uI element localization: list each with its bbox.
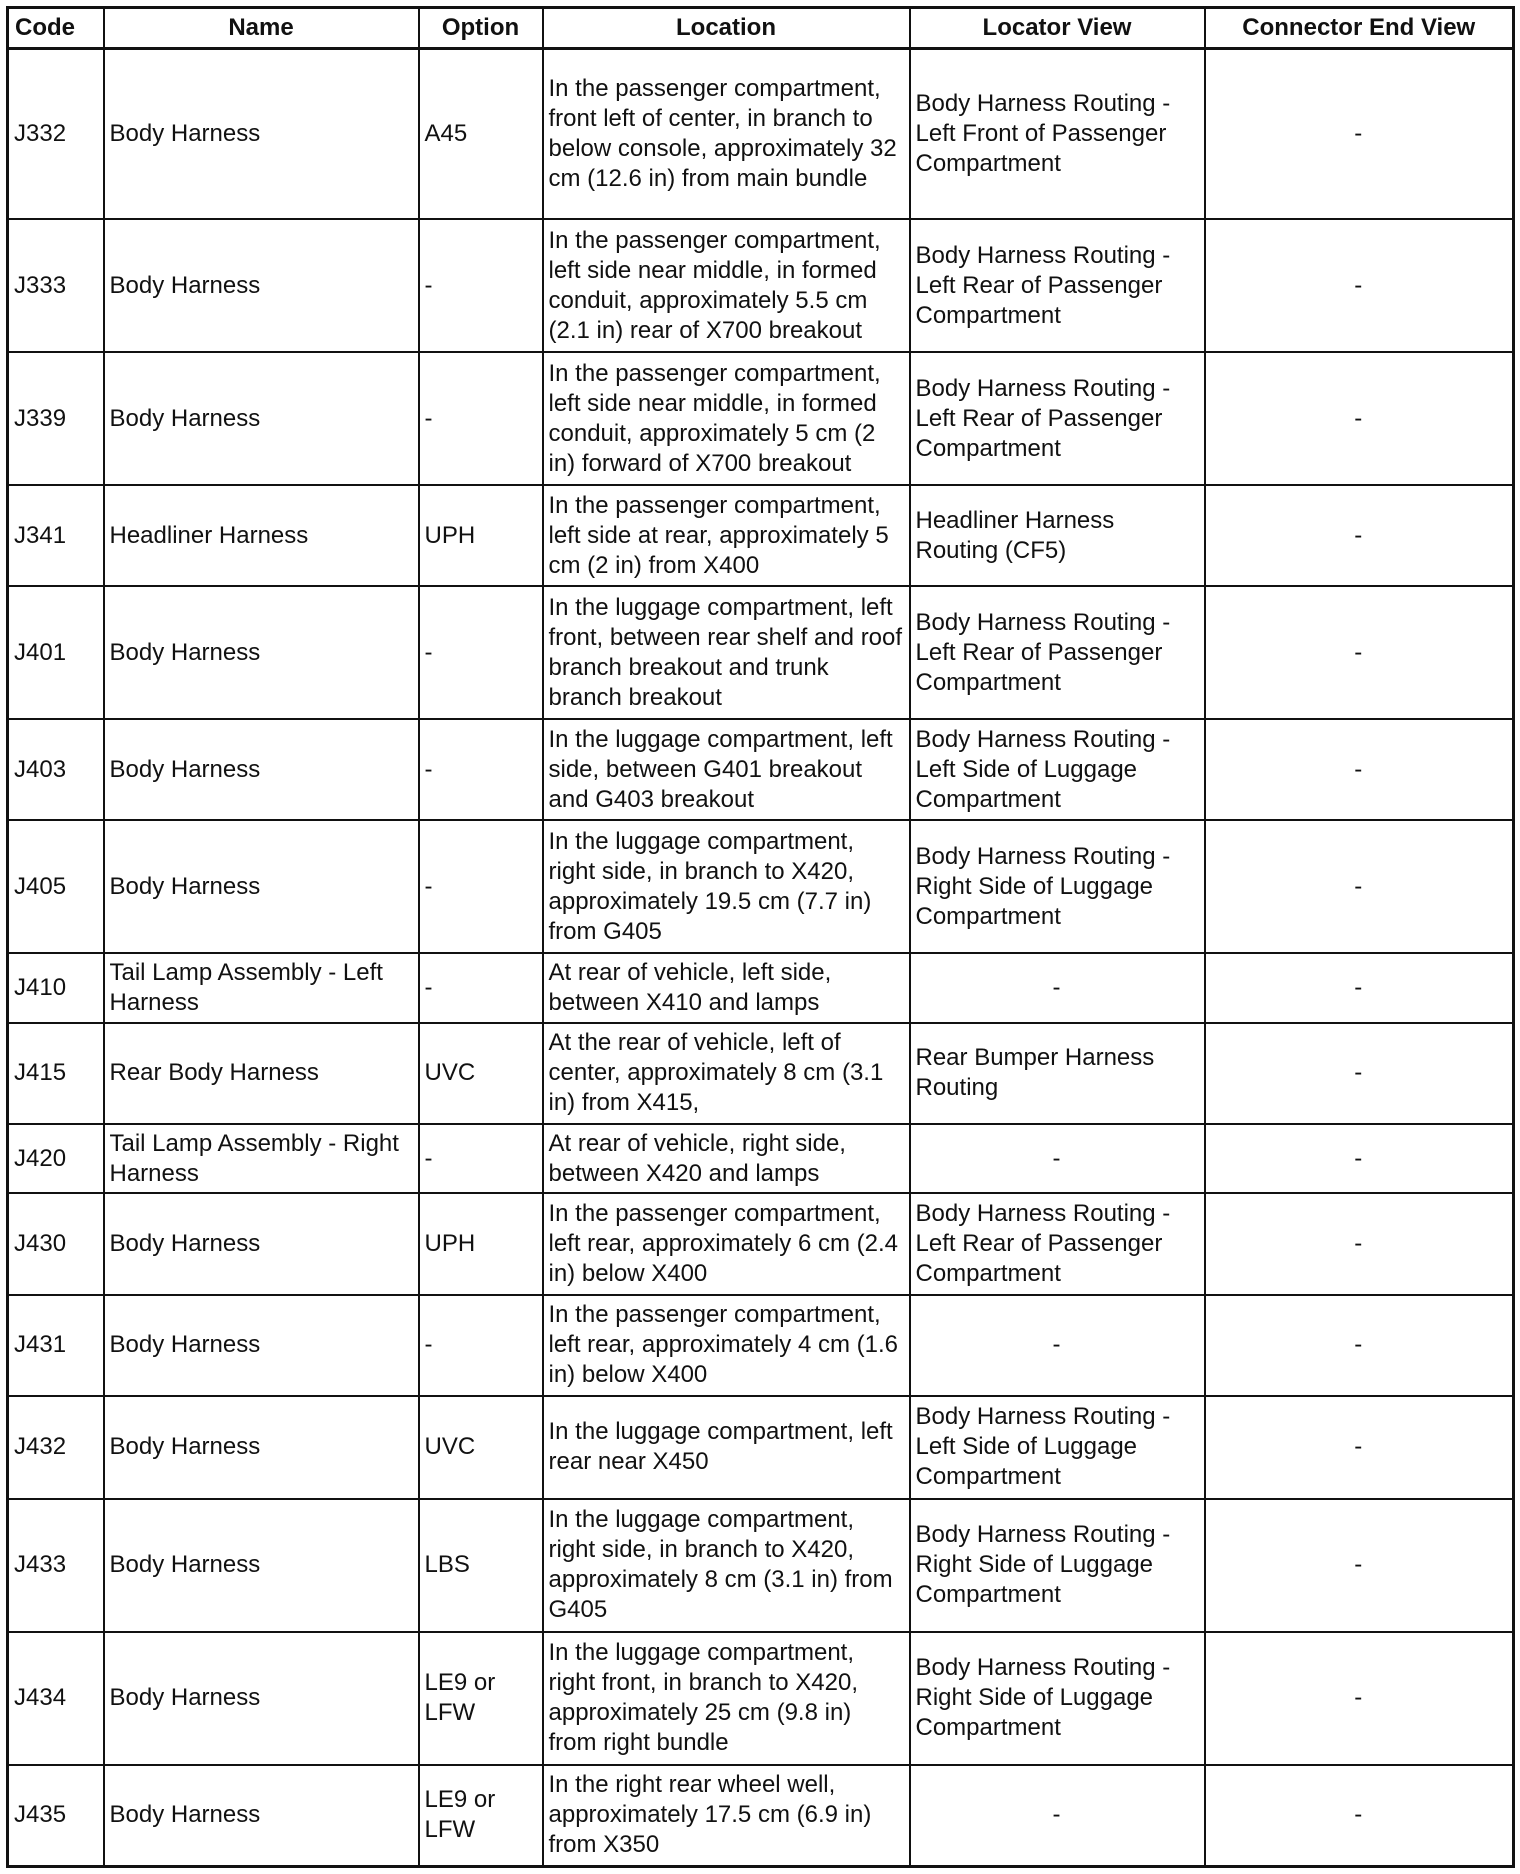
cell-code-text: J420: [14, 1144, 67, 1172]
cell-connector-end-view-text: -: [1354, 1331, 1363, 1359]
cell-code: [8, 219, 104, 352]
cell-code-text: J432: [14, 1433, 67, 1461]
cell-location: [543, 1124, 910, 1194]
cell-location-text: In the luggage compartment, left rear near X450: [548, 1418, 893, 1476]
cell-name-text: Body Harness: [109, 120, 261, 148]
cell-code-text: J333: [14, 271, 67, 299]
cell-option: [419, 953, 543, 1023]
cell-connector-end-view-text: -: [1354, 1433, 1363, 1461]
cell-code: [8, 1765, 104, 1867]
cell-option: [419, 352, 543, 485]
cell-locator-view-text: Body Harness Routing - Left Side of Luggage Compartment: [915, 725, 1171, 813]
cell-connector-end-view: [1205, 352, 1514, 485]
table-row: [8, 219, 1514, 352]
cell-connector-end-view-text: -: [1354, 755, 1363, 783]
cell-code: [8, 1499, 104, 1632]
cell-connector-end-view-text: -: [1354, 521, 1363, 549]
cell-locator-view-text: Body Harness Routing - Right Side of Luggage Compartment: [915, 1654, 1171, 1742]
cell-option-text: UPH: [424, 521, 476, 549]
cell-option-text: -: [424, 1331, 433, 1359]
cell-option-text: -: [424, 1144, 433, 1172]
cell-locator-view-text: Rear Bumper Harness Routing: [915, 1044, 1155, 1102]
cell-connector-end-view-text: -: [1354, 638, 1363, 666]
cell-locator-view: [910, 352, 1205, 485]
cell-connector-end-view: [1205, 1632, 1514, 1765]
cell-name: [104, 586, 419, 719]
table-row: [8, 1632, 1514, 1765]
cell-option: [419, 1023, 543, 1124]
cell-code: [8, 1023, 104, 1124]
cell-code-text: J415: [14, 1059, 67, 1087]
cell-name-text: Body Harness: [109, 755, 261, 783]
cell-connector-end-view: [1205, 1193, 1514, 1294]
cell-option: [419, 1295, 543, 1396]
cell-location-text: In the passenger compartment, front left of center, in branch to below console, approximately 32 cm (12.6 in) from main bundle: [548, 75, 897, 193]
cell-locator-view-text: Body Harness Routing - Left Rear of Passenger Compartment: [915, 241, 1171, 329]
cell-connector-end-view: [1205, 485, 1514, 586]
cell-code-text: J431: [14, 1331, 67, 1359]
cell-connector-end-view-text: -: [1354, 1144, 1363, 1172]
cell-location: [543, 1295, 910, 1396]
cell-name: [104, 1124, 419, 1194]
cell-option-text: -: [424, 973, 433, 1001]
cell-location: [543, 719, 910, 820]
cell-code-text: J434: [14, 1684, 67, 1712]
cell-code-text: J332: [14, 120, 67, 148]
cell-code: [8, 352, 104, 485]
cell-name-text: Tail Lamp Assembly - Right Harness: [109, 1129, 399, 1187]
table-row: [8, 1499, 1514, 1632]
cell-locator-view: [910, 719, 1205, 820]
cell-code-text: J401: [14, 638, 67, 666]
cell-name-text: Body Harness: [109, 638, 261, 666]
cell-connector-end-view: [1205, 49, 1514, 220]
table-row: [8, 586, 1514, 719]
cell-location: [543, 485, 910, 586]
cell-option: [419, 219, 543, 352]
cell-location: [543, 49, 910, 220]
cell-name: [104, 1396, 419, 1499]
cell-locator-view: [910, 1396, 1205, 1499]
table-row: [8, 1765, 1514, 1867]
cell-name-text: Body Harness: [109, 1433, 261, 1461]
cell-code-text: J403: [14, 755, 67, 783]
cell-location-text: In the passenger compartment, left side at rear, approximately 5 cm (2 in) from X400: [548, 491, 889, 579]
cell-name-text: Rear Body Harness: [109, 1059, 319, 1087]
cell-locator-view: [910, 49, 1205, 220]
cell-locator-view: [910, 219, 1205, 352]
cell-location-text: In the luggage compartment, right side, in branch to X420, approximately 19.5 cm (7.7 in) from G405: [548, 827, 872, 945]
cell-option-text: UVC: [424, 1059, 476, 1087]
cell-option-text: UVC: [424, 1433, 476, 1461]
cell-locator-view-text: -: [1052, 1331, 1061, 1359]
cell-name-text: Body Harness: [109, 1684, 261, 1712]
cell-option: [419, 586, 543, 719]
cell-code: [8, 1396, 104, 1499]
cell-location: [543, 586, 910, 719]
cell-connector-end-view-text: -: [1354, 404, 1363, 432]
cell-name-text: Body Harness: [109, 1551, 261, 1579]
cell-option-text: LBS: [424, 1551, 470, 1579]
table-row: [8, 352, 1514, 485]
cell-name-text: Body Harness: [109, 1229, 261, 1257]
cell-connector-end-view: [1205, 1765, 1514, 1867]
cell-connector-end-view: [1205, 1124, 1514, 1194]
cell-location: [543, 219, 910, 352]
cell-connector-end-view: [1205, 586, 1514, 719]
cell-locator-view-text: Body Harness Routing - Right Side of Luggage Compartment: [915, 1521, 1171, 1609]
cell-location-text: In the right rear wheel well, approximately 17.5 cm (6.9 in) from X350: [548, 1771, 872, 1859]
cell-option: [419, 1499, 543, 1632]
table-row: [8, 485, 1514, 586]
cell-location: [543, 1632, 910, 1765]
cell-location-text: In the passenger compartment, left side near middle, in formed conduit, approximately 5 cm (2 in) forward of X700 breakout: [548, 359, 881, 477]
cell-option: [419, 485, 543, 586]
cell-name: [104, 485, 419, 586]
header-row: [8, 8, 1514, 49]
cell-option-text: A45: [424, 120, 468, 148]
cell-location: [543, 352, 910, 485]
cell-connector-end-view-text: -: [1354, 1684, 1363, 1712]
cell-name-text: Headliner Harness: [109, 521, 309, 549]
cell-connector-end-view: [1205, 953, 1514, 1023]
cell-locator-view: [910, 485, 1205, 586]
cell-code: [8, 49, 104, 220]
cell-location-text: In the passenger compartment, left rear, approximately 6 cm (2.4 in) below X400: [548, 1199, 898, 1287]
cell-option: [419, 1632, 543, 1765]
cell-option: [419, 49, 543, 220]
cell-option: [419, 1396, 543, 1499]
cell-connector-end-view-text: -: [1354, 1229, 1363, 1257]
table-row: [8, 1124, 1514, 1194]
cell-connector-end-view-text: -: [1354, 973, 1363, 1001]
cell-location-text: In the luggage compartment, left side, between G401 breakout and G403 breakout: [548, 725, 893, 813]
header-connector-end-view: Connector End View: [1205, 8, 1514, 49]
table-row: [8, 1193, 1514, 1294]
table-row: [8, 1295, 1514, 1396]
cell-locator-view-text: -: [1052, 1144, 1061, 1172]
cell-name-text: Body Harness: [109, 404, 261, 432]
cell-name: [104, 1193, 419, 1294]
cell-name: [104, 953, 419, 1023]
cell-code: [8, 1193, 104, 1294]
cell-connector-end-view: [1205, 820, 1514, 953]
cell-locator-view: [910, 1124, 1205, 1194]
cell-locator-view-text: Body Harness Routing - Left Front of Passenger Compartment: [915, 90, 1171, 178]
cell-locator-view: [910, 953, 1205, 1023]
cell-locator-view: [910, 1193, 1205, 1294]
cell-option: [419, 719, 543, 820]
cell-code-text: J435: [14, 1801, 67, 1829]
cell-connector-end-view-text: -: [1354, 872, 1363, 900]
cell-location: [543, 1023, 910, 1124]
cell-locator-view-text: Headliner Harness Routing (CF5): [915, 506, 1115, 564]
cell-name: [104, 49, 419, 220]
cell-code: [8, 1124, 104, 1194]
cell-connector-end-view: [1205, 1499, 1514, 1632]
cell-name-text: Body Harness: [109, 1331, 261, 1359]
cell-locator-view: [910, 1023, 1205, 1124]
cell-code-text: J405: [14, 872, 67, 900]
cell-location-text: At rear of vehicle, right side, between X420 and lamps: [548, 1129, 846, 1187]
header-location: Location: [543, 8, 910, 49]
cell-locator-view: [910, 1499, 1205, 1632]
cell-code-text: J433: [14, 1551, 67, 1579]
cell-locator-view: [910, 820, 1205, 953]
cell-location: [543, 1499, 910, 1632]
cell-code-text: J430: [14, 1229, 67, 1257]
cell-location: [543, 1396, 910, 1499]
cell-location-text: In the luggage compartment, right front, in branch to X420, approximately 25 cm (9.8 in) from right bundle: [548, 1639, 859, 1757]
cell-option-text: -: [424, 271, 433, 299]
cell-code: [8, 1632, 104, 1765]
cell-code: [8, 820, 104, 953]
cell-code: [8, 586, 104, 719]
cell-locator-view: [910, 1295, 1205, 1396]
cell-option: [419, 1193, 543, 1294]
cell-name: [104, 820, 419, 953]
cell-option-text: -: [424, 404, 433, 432]
cell-code: [8, 1295, 104, 1396]
table-row: [8, 719, 1514, 820]
header-code: Code: [8, 8, 104, 49]
cell-locator-view-text: Body Harness Routing - Right Side of Luggage Compartment: [915, 842, 1171, 930]
cell-locator-view-text: Body Harness Routing - Left Rear of Passenger Compartment: [915, 374, 1171, 462]
cell-code-text: J410: [14, 973, 67, 1001]
cell-connector-end-view: [1205, 719, 1514, 820]
cell-connector-end-view-text: -: [1354, 120, 1363, 148]
cell-location: [543, 953, 910, 1023]
table-row: [8, 820, 1514, 953]
cell-location-text: At rear of vehicle, left side, between X410 and lamps: [548, 958, 832, 1016]
cell-name-text: Body Harness: [109, 1801, 261, 1829]
cell-code: [8, 485, 104, 586]
cell-option-text: -: [424, 638, 433, 666]
cell-locator-view: [910, 1632, 1205, 1765]
cell-location-text: In the luggage compartment, left front, between rear shelf and roof branch breakout and trunk branch breakout: [548, 593, 903, 711]
cell-locator-view-text: Body Harness Routing - Left Rear of Passenger Compartment: [915, 1199, 1171, 1287]
cell-name: [104, 1295, 419, 1396]
cell-connector-end-view: [1205, 219, 1514, 352]
cell-option-text: LE9 or LFW: [424, 1669, 496, 1727]
table-row: [8, 1396, 1514, 1499]
cell-name: [104, 352, 419, 485]
cell-connector-end-view: [1205, 1396, 1514, 1499]
cell-connector-end-view: [1205, 1295, 1514, 1396]
header-locator-view: Locator View: [910, 8, 1205, 49]
cell-location-text: At the rear of vehicle, left of center, approximately 8 cm (3.1 in) from X415,: [548, 1029, 884, 1117]
cell-code-text: J341: [14, 521, 67, 549]
cell-name-text: Body Harness: [109, 872, 261, 900]
cell-option: [419, 820, 543, 953]
cell-name-text: Body Harness: [109, 271, 261, 299]
cell-locator-view-text: -: [1052, 1801, 1061, 1829]
cell-option-text: -: [424, 872, 433, 900]
cell-locator-view: [910, 1765, 1205, 1867]
table-row: [8, 49, 1514, 220]
cell-locator-view-text: -: [1052, 973, 1061, 1001]
cell-code: [8, 719, 104, 820]
table-header: [8, 8, 1514, 49]
cell-location-text: In the luggage compartment, right side, in branch to X420, approximately 8 cm (3.1 in) from G405: [548, 1506, 893, 1624]
table-row: [8, 1023, 1514, 1124]
cell-connector-end-view: [1205, 1023, 1514, 1124]
cell-location: [543, 1765, 910, 1867]
cell-code: [8, 953, 104, 1023]
cell-name: [104, 1765, 419, 1867]
cell-option-text: LE9 or LFW: [424, 1786, 496, 1844]
cell-name: [104, 1499, 419, 1632]
cell-location-text: In the passenger compartment, left rear, approximately 4 cm (1.6 in) below X400: [548, 1301, 898, 1389]
cell-option: [419, 1124, 543, 1194]
cell-locator-view: [910, 586, 1205, 719]
header-name: Name: [104, 8, 419, 49]
cell-name: [104, 719, 419, 820]
cell-location: [543, 820, 910, 953]
cell-locator-view-text: Body Harness Routing - Left Side of Luggage Compartment: [915, 1403, 1171, 1491]
cell-connector-end-view-text: -: [1354, 1059, 1363, 1087]
cell-name: [104, 219, 419, 352]
table-row: [8, 953, 1514, 1023]
cell-name: [104, 1023, 419, 1124]
table-body: [8, 49, 1514, 1867]
cell-name-text: Tail Lamp Assembly - Left Harness: [109, 958, 383, 1016]
cell-option-text: -: [424, 755, 433, 783]
cell-connector-end-view-text: -: [1354, 1551, 1363, 1579]
cell-connector-end-view-text: -: [1354, 271, 1363, 299]
cell-location-text: In the passenger compartment, left side near middle, in formed conduit, approximately 5.5 cm (2.1 in) rear of X700 breakout: [548, 226, 881, 344]
cell-code-text: J339: [14, 404, 67, 432]
cell-name: [104, 1632, 419, 1765]
cell-location: [543, 1193, 910, 1294]
cell-option: [419, 1765, 543, 1867]
cell-option-text: UPH: [424, 1229, 476, 1257]
cell-connector-end-view-text: -: [1354, 1801, 1363, 1829]
header-option: Option: [419, 8, 543, 49]
cell-locator-view-text: Body Harness Routing - Left Rear of Passenger Compartment: [915, 608, 1171, 696]
connector-table: [6, 6, 1515, 1868]
